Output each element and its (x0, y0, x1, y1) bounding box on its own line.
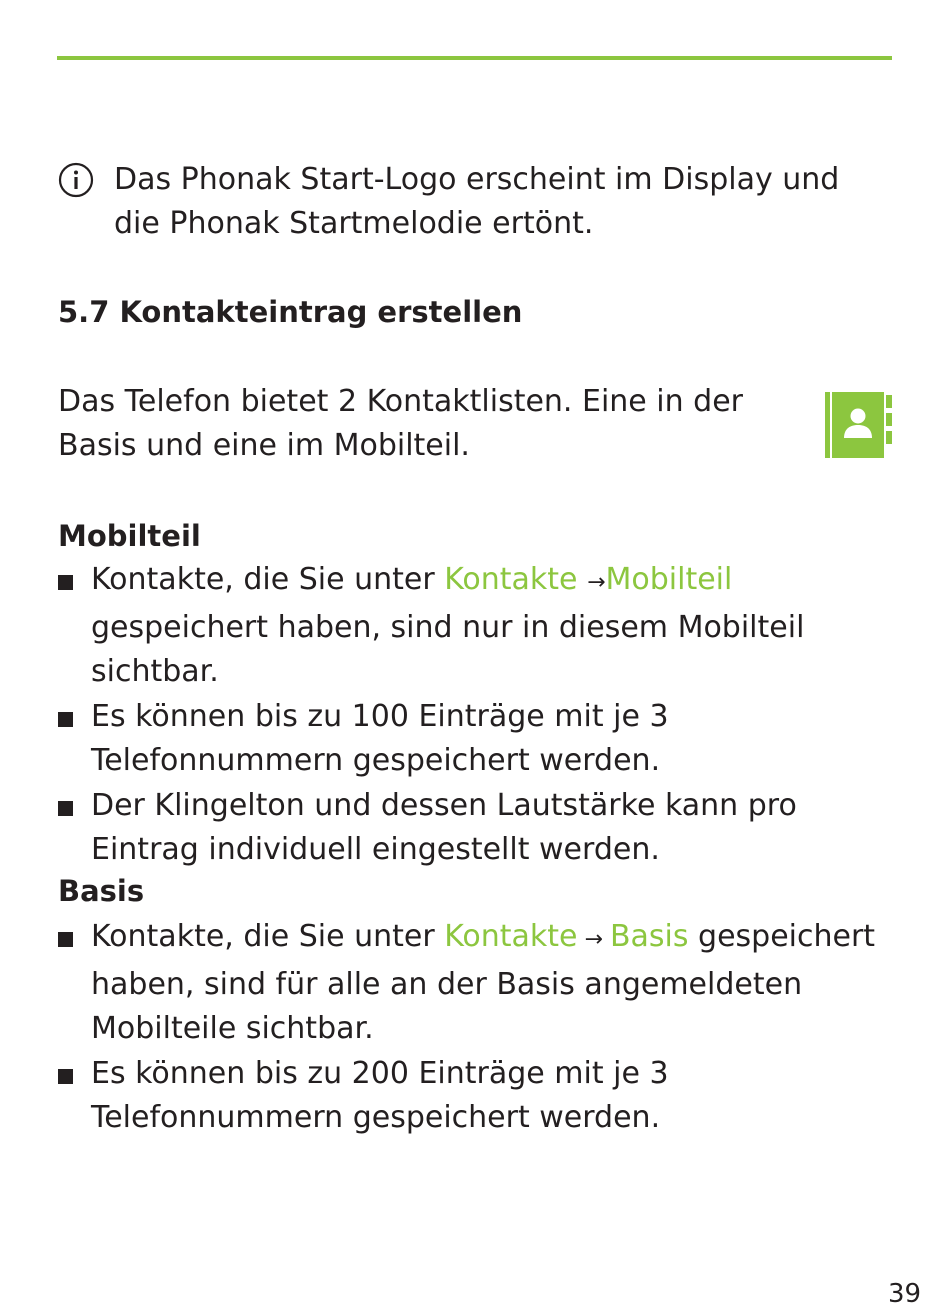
contacts-book-icon (824, 390, 892, 460)
menu-path-kontakte: Kontakte (444, 562, 578, 597)
bullet-square-icon (58, 932, 73, 947)
section-intro: Das Telefon bietet 2 Kontaktlisten. Eine in der Basis und eine im Mobilteil. (58, 384, 744, 463)
mobilteil-heading: Mobilteil (58, 519, 201, 553)
arrow-right-icon: → (577, 927, 610, 952)
bullet-square-icon (58, 575, 73, 590)
bullet-square-icon (58, 801, 73, 816)
bullet-square-icon (58, 1069, 73, 1084)
basis-list (58, 915, 896, 1141)
info-note-text: Das Phonak Start-Logo erscheint im Display und die Phonak Startmelodie ertönt. (114, 162, 840, 241)
basis-heading: Basis (58, 874, 145, 908)
header-rule (57, 56, 892, 60)
list-item: Kontakte, die Sie unter Kontakte →Mobilteil gespeichert haben, sind nur in diesem Mobilteil sichtbar. (58, 558, 896, 695)
menu-path-kontakte: Kontakte (444, 919, 578, 954)
bullet-square-icon (58, 712, 73, 727)
arrow-right-icon: → (587, 570, 606, 595)
list-item: Der Klingelton und dessen Lautstärke kann pro Eintrag individuell eingestellt werden. (58, 784, 896, 873)
list-item: Es können bis zu 100 Einträge mit je 3 Telefonnummern gespeichert werden. (58, 695, 896, 784)
menu-path-mobilteil: Mobilteil (605, 562, 733, 597)
list-item: Kontakte, die Sie unter Kontakte → Basis gespeichert haben, sind für alle an der Basis angemeldeten Mobilteile sichtbar. (58, 915, 896, 1052)
list-item: Es können bis zu 200 Einträge mit je 3 Telefonnummern gespeichert werden. (58, 1052, 896, 1141)
section-title: 5.7 Kontakteintrag erstellen (58, 295, 523, 329)
menu-path-basis: Basis (609, 919, 689, 954)
page-number: 39 (888, 1279, 922, 1309)
info-icon (58, 162, 94, 198)
mobilteil-list (58, 558, 896, 873)
